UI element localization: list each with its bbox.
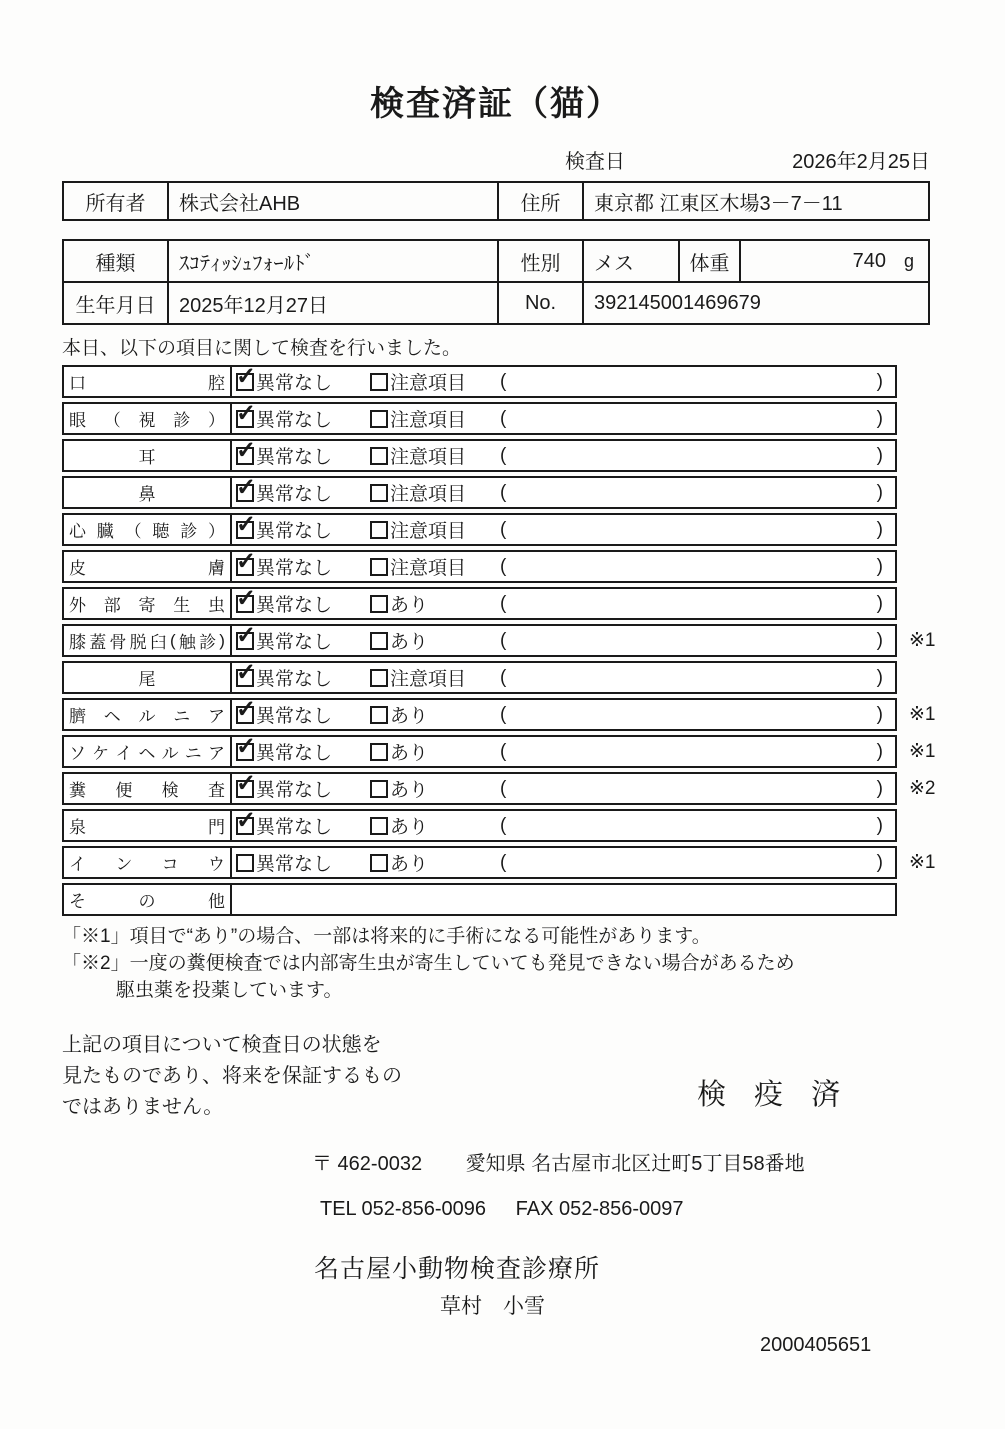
- issue-option-label: 注意項目: [390, 447, 467, 468]
- normal-option: [236, 626, 332, 655]
- paren-open: (: [500, 740, 507, 762]
- checklist-line: [62, 846, 936, 879]
- checklist-line: [62, 624, 936, 657]
- issue-option-label: あり: [390, 854, 429, 875]
- issue-option: [370, 478, 466, 507]
- footnotes-block: [62, 923, 930, 1004]
- paren-close: ): [876, 444, 883, 466]
- issue-option-label: あり: [390, 780, 429, 801]
- normal-option-label: 異常なし: [256, 558, 333, 579]
- animal-table: [62, 239, 930, 325]
- checkbox-issue: [370, 780, 388, 798]
- checklist-row: [62, 550, 897, 583]
- issue-option: [370, 737, 428, 766]
- animal-row-1: [64, 241, 928, 281]
- paren-open: (: [500, 777, 507, 799]
- footnote-marker: ※1: [909, 852, 936, 873]
- exam-item-label: 口 腔: [64, 367, 232, 396]
- checkbox-issue: [370, 521, 388, 539]
- normal-option: [236, 700, 332, 729]
- issue-option-label: あり: [390, 817, 429, 838]
- sex-value: メス: [582, 241, 678, 281]
- checkbox-normal: [236, 410, 254, 428]
- weight-unit: g: [903, 250, 914, 271]
- exam-item-result: [232, 589, 895, 618]
- inspection-date-line: [62, 145, 930, 171]
- normal-option: [236, 848, 332, 877]
- exam-item-result: [232, 885, 895, 914]
- exam-item-label: 眼 （ 視 診 ）: [64, 404, 232, 433]
- footnote-line: 「※2」一度の糞便検査では内部寄生虫が寄生していても発見できない場合があるため: [62, 953, 795, 974]
- issue-option-label: 注意項目: [390, 669, 467, 690]
- owner-row: [64, 183, 928, 219]
- checklist-line: [62, 587, 930, 620]
- normal-option: [236, 811, 332, 840]
- paren-close: ): [876, 629, 883, 651]
- exam-item-label: 膝 蓋 骨 脱 臼 ( 触 診 ): [64, 626, 232, 655]
- normal-option-label: 異常なし: [256, 743, 333, 764]
- checklist-line: [62, 661, 930, 694]
- normal-option: [236, 404, 332, 433]
- checklist-row: [62, 513, 897, 546]
- checkbox-normal: [236, 854, 254, 872]
- checklist-row: [62, 772, 897, 805]
- exam-item-label: 臍 ヘ ル ニ ア: [64, 700, 232, 729]
- normal-option: [236, 552, 332, 581]
- checkbox-normal: [236, 817, 254, 835]
- checklist-row: [62, 661, 897, 694]
- paren-open: (: [500, 592, 507, 614]
- issue-option: [370, 589, 428, 618]
- birth-label: 生年月日: [75, 294, 156, 317]
- exam-item-result: [232, 663, 895, 692]
- checkbox-normal: [236, 447, 254, 465]
- inspection-date-value: 2026年2月25日: [792, 151, 930, 173]
- issue-option: [370, 811, 428, 840]
- normal-option-label: 異常なし: [256, 817, 333, 838]
- owner-value: 株式会社AHB: [167, 183, 497, 219]
- exam-item-result: [232, 626, 895, 655]
- checklist-row: [62, 735, 897, 768]
- checklist-row: [62, 846, 897, 879]
- paren-open: (: [500, 518, 507, 540]
- checkbox-normal: [236, 373, 254, 391]
- checklist-line: [62, 513, 930, 546]
- issue-option-label: 注意項目: [390, 373, 467, 394]
- checkbox-issue: [370, 595, 388, 613]
- paren-open: (: [500, 851, 507, 873]
- issue-option-label: あり: [390, 743, 429, 764]
- no-label: No.: [497, 283, 582, 323]
- checklist-row: [62, 476, 897, 509]
- exam-item-result: [232, 774, 895, 803]
- paren-close: ): [876, 481, 883, 503]
- bottom-section: [62, 1030, 930, 1123]
- veterinarian-name: 草村 小雪: [440, 1295, 545, 1318]
- exam-item-label: 糞 便 検 査: [64, 774, 232, 803]
- checklist-row: [62, 809, 897, 842]
- paren-close: ): [876, 703, 883, 725]
- checklist-line: [62, 550, 930, 583]
- checkbox-issue: [370, 632, 388, 650]
- footnote-marker: ※1: [909, 704, 936, 725]
- page-title: 検査済証（猫）: [370, 85, 622, 123]
- footnote-marker: ※1: [909, 630, 936, 651]
- clinic-name: 名古屋小動物検査診療所: [314, 1255, 601, 1283]
- checklist-line: [62, 772, 936, 805]
- normal-option: [236, 367, 332, 396]
- exam-item-result: [232, 737, 895, 766]
- normal-option-label: 異常なし: [256, 595, 333, 616]
- normal-option-label: 異常なし: [256, 780, 333, 801]
- checkbox-normal: [236, 595, 254, 613]
- exam-item-label: 皮 膚: [64, 552, 232, 581]
- issue-option: [370, 774, 428, 803]
- clinic-tel: TEL 052-856-0096: [320, 1198, 487, 1220]
- normal-option: [236, 441, 332, 470]
- issue-option-label: あり: [390, 632, 429, 653]
- checkbox-issue: [370, 743, 388, 761]
- issue-option: [370, 848, 428, 877]
- breed-value: ｽｺﾃｨｯｼｭﾌｫｰﾙﾄﾞ: [167, 241, 497, 281]
- issue-option-label: 注意項目: [390, 521, 467, 542]
- address-label: 住所: [497, 183, 582, 219]
- checklist-row: [62, 587, 897, 620]
- paren-close: ): [876, 370, 883, 392]
- checklist-line: [62, 439, 930, 472]
- address-value: 東京都 江東区木場3－7－11: [582, 183, 928, 219]
- paren-close: ): [876, 407, 883, 429]
- exam-item-result: [232, 404, 895, 433]
- weight-label: 体重: [678, 241, 739, 281]
- footnote-marker: ※1: [909, 741, 936, 762]
- normal-option: [236, 774, 332, 803]
- checkbox-issue: [370, 669, 388, 687]
- serial-number: 2000405651: [760, 1334, 872, 1356]
- normal-option-label: 異常なし: [256, 669, 333, 690]
- exam-item-result: [232, 441, 895, 470]
- exam-item-label: 心 臓 （ 聴 診 ）: [64, 515, 232, 544]
- normal-option-label: 異常なし: [256, 706, 333, 727]
- checklist-line: [62, 476, 930, 509]
- paren-open: (: [500, 666, 507, 688]
- quarantine-stamp: 検 疫 済: [697, 1079, 851, 1111]
- exam-item-label: 尾: [64, 663, 232, 692]
- checkbox-issue: [370, 558, 388, 576]
- checklist-line: [62, 365, 930, 398]
- breed-label: 種類: [95, 252, 136, 275]
- paren-close: ): [876, 777, 883, 799]
- normal-option: [236, 589, 332, 618]
- checkbox-normal: [236, 521, 254, 539]
- clinic-fax: FAX 052-856-0097: [515, 1198, 684, 1220]
- paren-close: ): [876, 666, 883, 688]
- exam-item-result: [232, 700, 895, 729]
- checkbox-normal: [236, 632, 254, 650]
- paren-open: (: [500, 481, 507, 503]
- issue-option: [370, 404, 466, 433]
- exam-item-label: 鼻: [64, 478, 232, 507]
- normal-option: [236, 663, 332, 692]
- checklist-row: [62, 365, 897, 398]
- issue-option: [370, 626, 428, 655]
- checklist-row: [62, 698, 897, 731]
- exam-item-label: 耳: [64, 441, 232, 470]
- no-value: 392145001469679: [582, 283, 928, 323]
- checkbox-normal: [236, 706, 254, 724]
- checkbox-normal: [236, 558, 254, 576]
- normal-option-label: 異常なし: [256, 521, 333, 542]
- issue-option-label: 注意項目: [390, 558, 467, 579]
- statement-text: 本日、以下の項目に関して検査を行いました。: [62, 338, 462, 359]
- weight-value-cell: [739, 241, 928, 281]
- exam-item-label: 外 部 寄 生 虫: [64, 589, 232, 618]
- clinic-postal-line: [312, 1147, 930, 1176]
- checklist-line: [62, 402, 930, 435]
- checkbox-normal: [236, 669, 254, 687]
- issue-option: [370, 663, 466, 692]
- normal-option-label: 異常なし: [256, 447, 333, 468]
- checklist-table: [62, 365, 936, 916]
- checkbox-normal: [236, 484, 254, 502]
- paren-open: (: [500, 555, 507, 577]
- normal-option-label: 異常なし: [256, 373, 333, 394]
- inspection-date-label: 検査日: [565, 151, 625, 173]
- checklist-row: [62, 439, 897, 472]
- paren-close: ): [876, 555, 883, 577]
- issue-option: [370, 552, 466, 581]
- footnote-marker: ※2: [909, 778, 936, 799]
- checkbox-normal: [236, 743, 254, 761]
- disclaimer-line: ではありません。: [62, 1096, 224, 1118]
- issue-option-label: あり: [390, 595, 429, 616]
- paren-close: ): [876, 518, 883, 540]
- normal-option-label: 異常なし: [256, 632, 333, 653]
- paren-open: (: [500, 629, 507, 651]
- exam-item-result: [232, 367, 895, 396]
- checklist-line: [62, 883, 930, 916]
- owner-label: 所有者: [85, 192, 146, 215]
- exam-item-label: イ ン コ ウ: [64, 848, 232, 877]
- paren-open: (: [500, 407, 507, 429]
- checkbox-normal: [236, 780, 254, 798]
- owner-table: [62, 181, 930, 221]
- exam-item-result: [232, 552, 895, 581]
- birth-value: 2025年12月27日: [167, 283, 497, 323]
- paren-open: (: [500, 444, 507, 466]
- normal-option-label: 異常なし: [256, 854, 333, 875]
- disclaimer-line: 見たものであり、将来を保証するもの: [62, 1065, 402, 1087]
- issue-option: [370, 515, 466, 544]
- checkbox-issue: [370, 447, 388, 465]
- exam-item-result: [232, 515, 895, 544]
- weight-value: 740: [852, 249, 886, 272]
- checkbox-issue: [370, 817, 388, 835]
- clinic-address: 愛知県 名古屋市北区辻町5丁目58番地: [465, 1153, 805, 1175]
- checklist-row: [62, 624, 897, 657]
- checkbox-issue: [370, 373, 388, 391]
- checkbox-issue: [370, 484, 388, 502]
- footnote-line: 駆虫薬を投薬しています。: [116, 980, 343, 1001]
- sex-label: 性別: [497, 241, 582, 281]
- exam-item-label: そ の 他: [64, 885, 232, 914]
- checklist-line: [62, 735, 936, 768]
- checklist-row: [62, 883, 897, 916]
- normal-option: [236, 737, 332, 766]
- normal-option: [236, 478, 332, 507]
- exam-item-result: [232, 848, 895, 877]
- checkbox-issue: [370, 706, 388, 724]
- issue-option: [370, 441, 466, 470]
- paren-close: ): [876, 592, 883, 614]
- normal-option: [236, 515, 332, 544]
- checkbox-issue: [370, 410, 388, 428]
- issue-option-label: 注意項目: [390, 484, 467, 505]
- paren-close: ): [876, 851, 883, 873]
- paren-open: (: [500, 370, 507, 392]
- checklist-line: [62, 698, 936, 731]
- issue-option-label: あり: [390, 706, 429, 727]
- paren-close: ): [876, 740, 883, 762]
- normal-option-label: 異常なし: [256, 410, 333, 431]
- exam-item-result: [232, 478, 895, 507]
- checklist-line: [62, 809, 930, 842]
- paren-close: ): [876, 814, 883, 836]
- paren-open: (: [500, 703, 507, 725]
- disclaimer-line: 上記の項目について検査日の状態を: [62, 1034, 382, 1056]
- exam-item-label: 泉 門: [64, 811, 232, 840]
- clinic-tel-line: [320, 1198, 930, 1221]
- issue-option: [370, 367, 466, 396]
- footnote-line: 「※1」項目で“あり”の場合、一部は将来的に手術になる可能性があります。: [62, 926, 711, 947]
- exam-item-result: [232, 811, 895, 840]
- postal-code: 〒 462-0032: [312, 1153, 423, 1175]
- exam-item-label: ソ ケ イ ヘ ル ニ ア: [64, 737, 232, 766]
- issue-option-label: 注意項目: [390, 410, 467, 431]
- checklist-row: [62, 402, 897, 435]
- issue-option: [370, 700, 428, 729]
- animal-row-2: [64, 281, 928, 323]
- paren-open: (: [500, 814, 507, 836]
- normal-option-label: 異常なし: [256, 484, 333, 505]
- checkbox-issue: [370, 854, 388, 872]
- disclaimer-text: [62, 1030, 482, 1123]
